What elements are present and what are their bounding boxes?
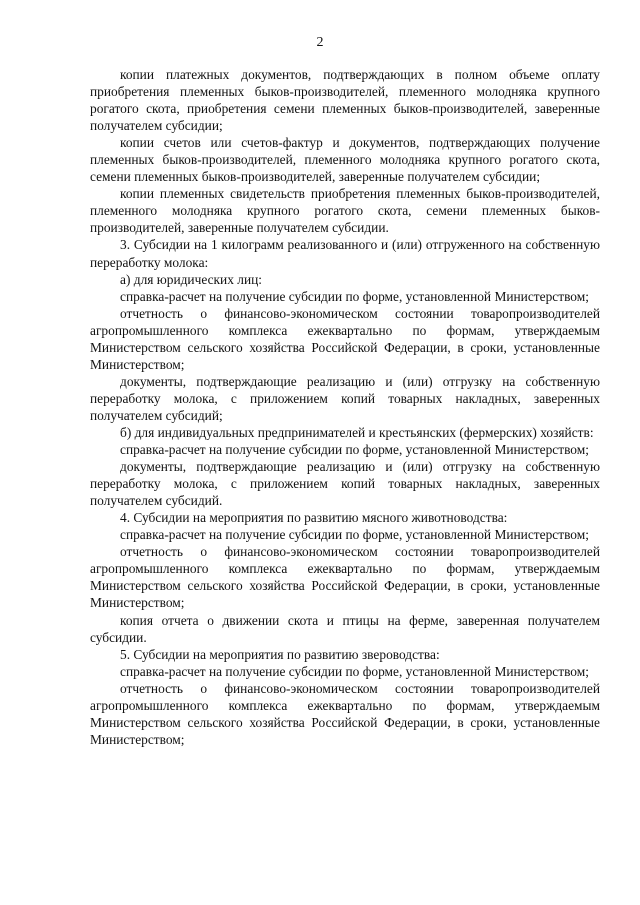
- paragraph: документы, подтверждающие реализацию и (или) отгрузку на собственную переработку молока, с приложением копий товарных накладных, заверенных получателем субсидий;: [90, 373, 600, 423]
- section-heading: 5. Субсидии на мероприятия по развитию звероводства:: [120, 646, 440, 662]
- paragraph: копия отчета о движении скота и птицы на ферме, заверенная получателем субсидии.: [90, 612, 600, 645]
- page-number: 2: [316, 35, 324, 50]
- document-body: [90, 66, 600, 748]
- paragraph: документы, подтверждающие реализацию и (или) отгрузку на собственную переработку молока, с приложением копий товарных накладных, заверенных получателем субсидий.: [90, 459, 600, 509]
- section-heading: 3. Субсидии на 1 килограмм реализованного и (или) отгруженного на собственную переработку молока:: [90, 237, 600, 270]
- paragraph: копии племенных свидетельств приобретения племенных быков-производителей, племенного молодняка крупного рогатого скота, семени племенных быков-производителей, заверенные получателем субсидии.: [90, 186, 600, 236]
- paragraph: отчетность о финансово-экономическом состоянии товаропроизводителей агропромышленного комплекса ежеквартально по формам, утверждаемым Министерством сельского хозяйства Российской Федерации, в сроки, установленные Министерством;: [90, 680, 600, 747]
- subsection-heading: а) для юридических лиц:: [120, 271, 263, 287]
- paragraph: справка-расчет на получение субсидии по форме, установленной Министерством;: [120, 663, 589, 679]
- paragraph: справка-расчет на получение субсидии по форме, установленной Министерством;: [120, 527, 589, 543]
- paragraph: отчетность о финансово-экономическом состоянии товаропроизводителей агропромышленного комплекса ежеквартально по формам, утверждаемым Министерством сельского хозяйства Российской Федерации, в сроки, установленные Министерством;: [90, 544, 600, 611]
- subsection-heading: б) для индивидуальных предпринимателей и крестьянских (фермерских) хозяйств:: [120, 424, 594, 440]
- paragraph: копии счетов или счетов-фактур и документов, подтверждающих получение племенных быков-производителей, племенного молодняка крупного рогатого скота, семени племенных быков-производителей, заверенные получателем субсидии;: [90, 135, 600, 185]
- paragraph: копии платежных документов, подтверждающих в полном объеме оплату приобретения племенных быков-производителей, племенного молодняка крупного рогатого скота, приобретения семени племенных быков-производителей, заверенные получателем субсидии;: [90, 67, 600, 134]
- paragraph: справка-расчет на получение субсидии по форме, установленной Министерством;: [120, 288, 589, 304]
- paragraph: справка-расчет на получение субсидии по форме, установленной Министерством;: [120, 442, 589, 458]
- paragraph: отчетность о финансово-экономическом состоянии товаропроизводителей агропромышленного комплекса ежеквартально по формам, утверждаемым Министерством сельского хозяйства Российской Федерации, в сроки, установленные Министерством;: [90, 305, 600, 372]
- section-heading: 4. Субсидии на мероприятия по развитию мясного животноводства:: [120, 510, 508, 526]
